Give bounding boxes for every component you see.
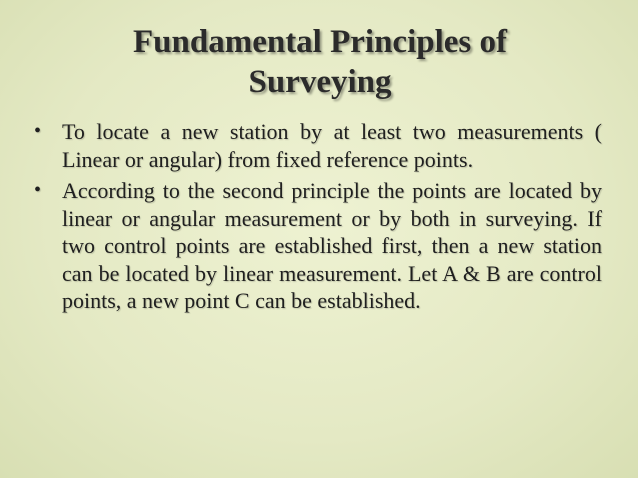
bullet-text: According to the second principle the points are located by linear or angular measurement or by both in surveying. If two control points are established first, then a new station can be located by linear measurement. Let A & B are control points, a new point C can be established.	[62, 178, 602, 313]
bullet-item	[30, 118, 602, 173]
title-line-2: Surveying	[248, 64, 392, 100]
slide-title	[60, 22, 580, 102]
bullet-text: To locate a new station by at least two measurements ( Linear or angular) from fixed reference points.	[62, 119, 602, 172]
bullet-marker: •	[34, 179, 42, 201]
bullet-list	[30, 118, 602, 319]
bullet-marker: •	[34, 120, 42, 142]
title-line-1: Fundamental Principles of	[132, 24, 507, 60]
bullet-item	[30, 177, 602, 315]
